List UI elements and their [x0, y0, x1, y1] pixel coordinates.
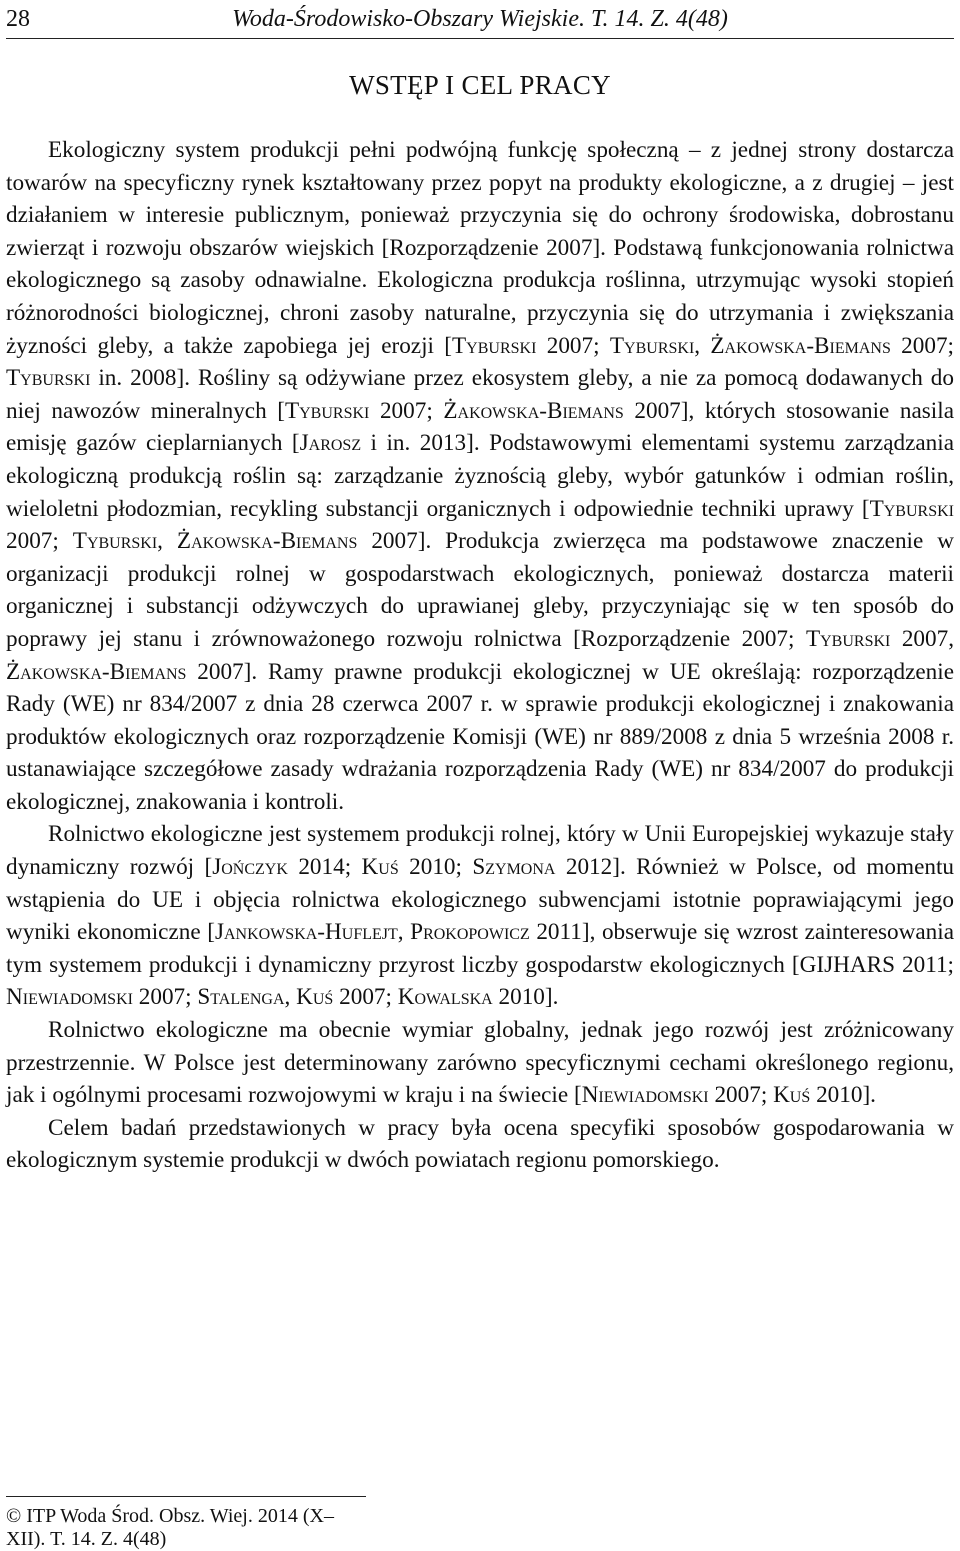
citation-author: Jończyk	[212, 854, 288, 881]
text-run: 2010].	[810, 1082, 876, 1109]
text-run: Celem badań przedstawionych w pracy była ocena specyfiki sposobów gospodarowania w ekologicznym systemie produkcji w dwóch powiatach regionu pomorskiego.	[6, 1114, 954, 1174]
citation-author: Niewiadomski	[581, 1082, 709, 1109]
citation-author: Tyburski	[869, 495, 954, 522]
citation-author: Jankowska-Huflejt, Prokopowicz	[214, 919, 530, 946]
paragraph	[6, 1014, 954, 1112]
citation-author: Stalenga, Kuś	[197, 984, 334, 1011]
text-run: 2011], obserwuje się wzrost zainteresowania tym systemem produkcji i dynamiczny przyrost liczby gospodarstw ekologicznych [GIJHARS 2011;	[6, 919, 954, 978]
page-header	[6, 4, 954, 39]
text-run: 2007], których stosowanie nasila emisję gazów cieplarnianych [	[6, 397, 954, 457]
text-run: 2010].	[492, 984, 559, 1011]
citation-author: Żakowska-Biemans	[6, 658, 187, 685]
text-run: 2007;	[6, 528, 73, 555]
running-title: Woda-Środowisko-Obszary Wiejskie. T. 14. Z. 4(48)	[232, 6, 728, 32]
text-run: i in. 2013]. Podstawowymi elementami systemu zarządzania ekologiczną produkcją roślin są: zarządzanie żyznością gleby, wybór gatunków i odmian roślin, wieloletni płodozmian, recykling substancji organicznych i odpowiednie techniki uprawy [	[6, 430, 954, 522]
citation-author: Tyburski	[6, 365, 91, 392]
paragraph	[6, 134, 954, 818]
text-run: 2007]. Produkcja zwierzęca ma podstawowe znaczenie w organizacji produkcji rolnej w gospodarstwach ekologicznych, ponieważ dostarcza materii organicznej i substancji odżywczych do uprawianej gleby, przyczyniając się w ten sposób do poprawy jej stanu i zrównoważonego rozwoju rolnictwa [Rozporządzenie 2007;	[6, 528, 954, 652]
section-heading: WSTĘP I CEL PRACY	[349, 70, 611, 100]
text-run: 2007;	[536, 332, 610, 359]
text-run: 2007;	[132, 984, 198, 1011]
citation-author: Żakowska-Biemans	[443, 397, 624, 424]
text-run: Rolnictwo ekologiczne jest systemem produkcji rolnej, który w Unii Europejskiej wykazuje stały dynamiczny rozwój [	[6, 821, 954, 881]
text-run: 2007;	[708, 1082, 774, 1109]
body-text	[6, 134, 954, 1177]
citation-author: Tyburski, Żakowska-Biemans	[72, 528, 358, 555]
text-run: 2007;	[333, 984, 398, 1011]
paragraph	[6, 818, 954, 1014]
citation-author: Kuś	[773, 1082, 811, 1109]
citation-author: Tyburski	[452, 332, 537, 359]
citation-author: Tyburski	[805, 625, 891, 652]
paragraph	[6, 1112, 954, 1177]
citation-author: Kuś	[361, 854, 399, 881]
text-run: 2014;	[287, 854, 362, 881]
text-run: Rolnictwo ekologiczne ma obecnie wymiar globalny, jednak jego rozwój jest zróżnicowany przestrzennie. W Polsce jest determinowany zarówno specyficznymi cechami określonego regionu, jak i ogólnymi procesami rozwojowymi w kraju i na świecie [	[6, 1017, 954, 1109]
copyright-footer: © ITP Woda Środ. Obsz. Wiej. 2014 (X–XII). T. 14. Z. 4(48)	[6, 1496, 366, 1551]
text-run: 2007;	[890, 332, 954, 359]
text-run: in. 2008]. Rośliny są odżywiane przez ekosystem gleby, a nie za pomocą dodawanych do niej nawozów mineralnych [	[6, 365, 954, 424]
citation-author: Kowalska	[397, 984, 493, 1011]
citation-author: Niewiadomski	[6, 984, 133, 1011]
text-run: 2007;	[369, 397, 444, 424]
text-run: 2010;	[398, 854, 473, 881]
text-run: Ekologiczny system produkcji pełni podwójną funkcję społeczną – z jednej strony dostarcza towarów na specyficzny rynek kształtowany przez popyt na produkty ekologiczne, a z drugiej – jest działaniem w interesie publicznym, ponieważ przyczynia się do ochrony środowiska, dobrostanu zwierząt i rozwoju obszarów wiejskich [Rozporządzenie 2007]. Podstawą funkcjonowania rolnictwa ekologicznego są zasoby odnawialne. Ekologiczna produkcja roślinna, utrzymując wysoki stopień różnorodności biologicznej, chroni zasoby naturalne, przyczynia się do utrzymania i zwiększania żyzności gleby, a także zapobiega jej erozji [	[6, 137, 954, 359]
text-run: 2007]. Ramy prawne produkcji ekologicznej w UE określają: rozporządzenie Rady (WE) nr 834/2007 z dnia 28 czerwca 2007 r. w sprawie produkcji ekologicznej i znakowania produktów ekologicznych oraz rozporządzenie Komisji (WE) nr 889/2008 z dnia 5 września 2008 r. ustanawiające szczegółowe zasady wdrażania rozporządzenia Rady (WE) nr 834/2007 do produkcji ekologicznej, znakowania i kontroli.	[6, 658, 954, 815]
citation-author: Jarosz	[299, 430, 362, 457]
page-number: 28	[6, 6, 30, 32]
citation-author: Tyburski, Żakowska-Biemans	[609, 332, 891, 359]
citation-author: Szymona	[472, 854, 556, 881]
citation-author: Tyburski	[284, 397, 370, 424]
text-run: 2007,	[890, 625, 955, 652]
text-run: 2012]. Również w Polsce, od momentu wstąpienia do UE i objęcia rolnictwa ekologicznego subwencjami istotnie poprawiającymi jego wyniki ekonomiczne [	[6, 854, 954, 946]
